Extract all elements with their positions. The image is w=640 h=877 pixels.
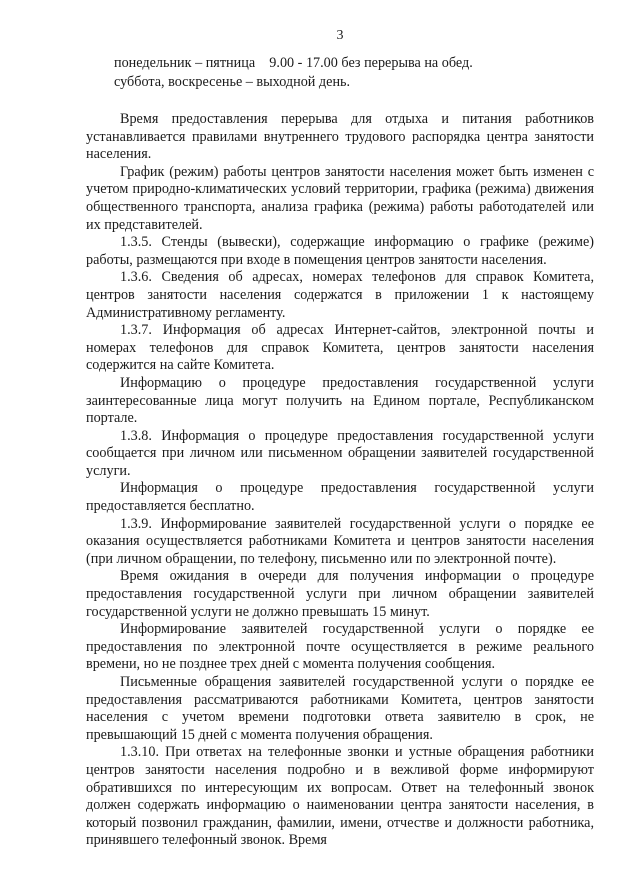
paragraph-1-3-9: 1.3.9. Информирование заявителей государственной услуги о порядке ее оказания осуществляется работниками Комитета и центров занятости населения (при личном обращении, по телефону, письменно или по электронной почте). bbox=[86, 515, 594, 567]
paragraph-wait-time: Время ожидания в очереди для получения информации о процедуре предоставления государственной услуги при личном обращении заявителей государственной услуги не должно превышать 15 минут. bbox=[86, 568, 594, 620]
paragraph-1-3-6: 1.3.6. Сведения об адресах, номерах телефонов для справок Комитета, центров занятости населения содержатся в приложении 1 к настоящему Административному регламенту. bbox=[86, 269, 594, 321]
paragraph-email-info: Информирование заявителей государственной услуги о порядке ее предоставления по электронной почте осуществляется в режиме реального времени, но не позднее трех дней с момента получения сообщения. bbox=[86, 621, 594, 673]
paragraph-break-time: Время предоставления перерыва для отдыха и питания работников устанавливается правилами внутреннего трудового распорядка центра занятости населения. bbox=[86, 111, 594, 163]
paragraph-portal-info: Информацию о процедуре предоставления государственной услуги заинтересованные лица могут получить на Едином портале, Республиканском портале. bbox=[86, 374, 594, 427]
paragraph-1-3-8: 1.3.8. Информация о процедуре предоставления государственной услуги сообщается при личном или письменном обращении заявителей государственной услуги. bbox=[86, 427, 594, 479]
paragraph-1-3-10: 1.3.10. При ответах на телефонные звонки и устные обращения работники центров занятости населения подробно и в вежливой форме информируют обратившихся по интересующим их вопросам. Ответ на телефонный звонок должен содержать информацию о наименовании центра занятости населения, в который позвонил гражданин, фамилии, имени, отчестве и должности работника, принявшего телефонный звонок. Время bbox=[86, 744, 594, 849]
paragraph-written-requests: Письменные обращения заявителей государственной услуги о порядке ее предоставления рассматриваются работниками Комитета, центров занятости населения с учетом времени подготовки ответа заявителю в срок, не превышающий 15 дней с момента получения обращения. bbox=[86, 674, 594, 743]
work-schedule bbox=[114, 54, 594, 92]
paragraph-1-3-5: 1.3.5. Стенды (вывески), содержащие информацию о графике (режиме) работы, размещаются при входе в помещения центров занятости населения. bbox=[86, 234, 594, 268]
page-number: 3 bbox=[336, 28, 344, 43]
paragraph-gap bbox=[86, 92, 594, 111]
schedule-weekend: суббота, воскресенье – выходной день. bbox=[114, 74, 351, 90]
schedule-weekdays: понедельник – пятница 9.00 - 17.00 без перерыва на обед. bbox=[114, 55, 473, 71]
paragraph-1-3-7: 1.3.7. Информация об адресах Интернет-сайтов, электронной почты и номерах телефонов для справок Комитета, центров занятости населения содержится на сайте Комитета. bbox=[86, 322, 594, 374]
paragraph-free-info: Информация о процедуре предоставления государственной услуги предоставляется бесплатно. bbox=[86, 480, 594, 515]
paragraph-schedule-change: График (режим) работы центров занятости населения может быть изменен с учетом природно-климатических условий территории, графика (режима) движения общественного транспорта, анализа графика (режима) работы работодателей или их представителей. bbox=[86, 163, 594, 233]
